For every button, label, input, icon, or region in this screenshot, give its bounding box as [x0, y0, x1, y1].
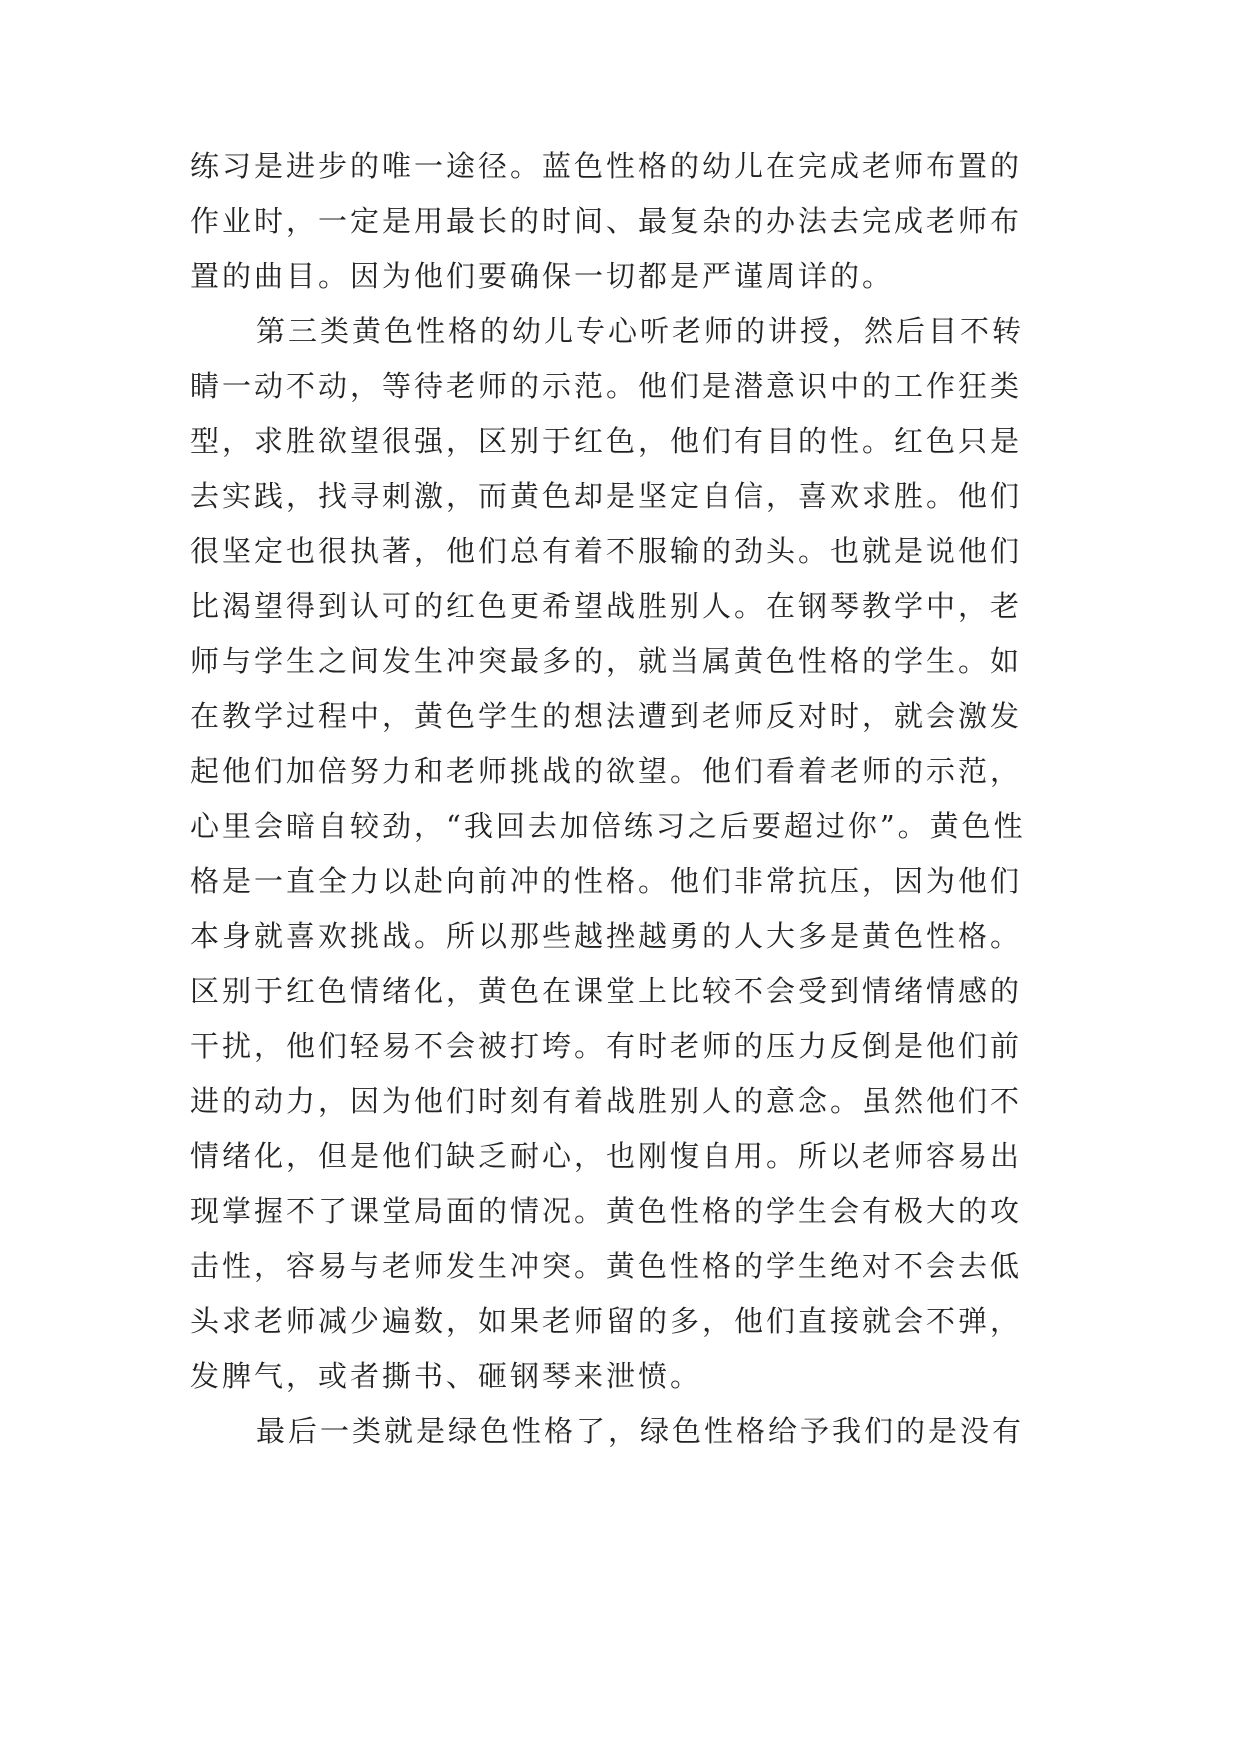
- text-line: 在教学过程中，黄色学生的想法遭到老师反对时，就会激发: [190, 699, 1023, 733]
- text-line: 进的动力，因为他们时刻有着战胜别人的意念。虽然他们不: [190, 1084, 1023, 1118]
- text-line: 干扰，他们轻易不会被打垮。有时老师的压力反倒是他们前: [190, 1029, 1023, 1063]
- text-line: 格是一直全力以赴向前冲的性格。他们非常抗压，因为他们: [190, 864, 1023, 898]
- text-line: 击性，容易与老师发生冲突。黄色性格的学生绝对不会去低: [190, 1249, 1023, 1283]
- text-line: 起他们加倍努力和老师挑战的欲望。他们看着老师的示范，: [190, 754, 1023, 788]
- text-line: 现掌握不了课堂局面的情况。黄色性格的学生会有极大的攻: [190, 1194, 1023, 1228]
- text-line: 心里会暗自较劲，“我回去加倍练习之后要超过你”。黄色性: [190, 809, 1026, 843]
- text-line: 置的曲目。因为他们要确保一切都是严谨周详的。: [190, 259, 895, 293]
- text-line: 去实践，找寻刺激，而黄色却是坚定自信，喜欢求胜。他们: [190, 479, 1023, 513]
- text-line: 发脾气，或者撕书、砸钢琴来泄愤。: [190, 1359, 703, 1393]
- text-line: 作业时，一定是用最长的时间、最复杂的办法去完成老师布: [190, 204, 1023, 238]
- text-line: 头求老师减少遍数，如果老师留的多，他们直接就会不弹，: [190, 1304, 1023, 1338]
- text-line: 师与学生之间发生冲突最多的，就当属黄色性格的学生。如: [190, 644, 1023, 678]
- text-line: 很坚定也很执著，他们总有着不服输的劲头。也就是说他们: [190, 534, 1023, 568]
- text-line: 比渴望得到认可的红色更希望战胜别人。在钢琴教学中，老: [190, 589, 1023, 623]
- text-line: 本身就喜欢挑战。所以那些越挫越勇的人大多是黄色性格。: [190, 919, 1023, 953]
- text-line: 型，求胜欲望很强，区别于红色，他们有目的性。红色只是: [190, 424, 1023, 458]
- paragraph-start-line: 最后一类就是绿色性格了，绿色性格给予我们的是没有: [256, 1414, 1025, 1448]
- paragraph-start-line: 第三类黄色性格的幼儿专心听老师的讲授，然后目不转: [256, 314, 1025, 348]
- text-line: 练习是进步的唯一途径。蓝色性格的幼儿在完成老师布置的: [190, 149, 1023, 183]
- text-line: 睛一动不动，等待老师的示范。他们是潜意识中的工作狂类: [190, 369, 1023, 403]
- text-line: 区别于红色情绪化，黄色在课堂上比较不会受到情绪情感的: [190, 974, 1023, 1008]
- text-line: 情绪化，但是他们缺乏耐心，也刚愎自用。所以老师容易出: [190, 1139, 1023, 1173]
